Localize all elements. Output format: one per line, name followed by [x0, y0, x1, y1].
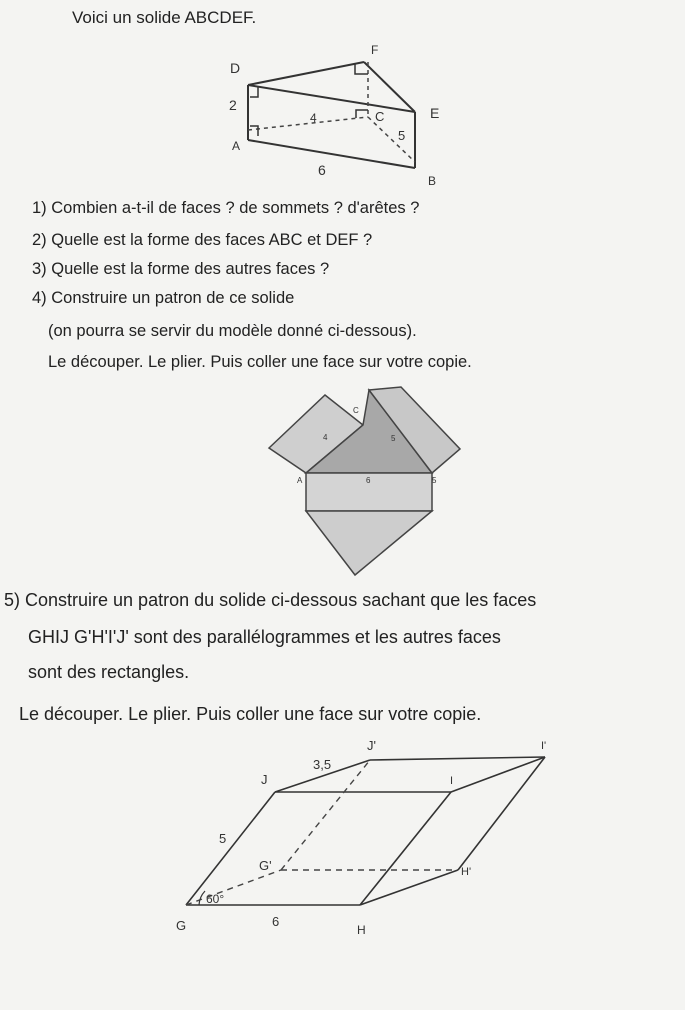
question-3: 3) Quelle est la forme des autres faces ? — [32, 260, 330, 278]
label-e: E — [430, 105, 440, 121]
dim-ad: 2 — [229, 97, 237, 113]
label-gp: G' — [259, 858, 272, 873]
label-hp: H' — [461, 866, 472, 878]
page-title: Voici un solide ABCDEF. — [72, 8, 257, 27]
net-label-4: 4 — [323, 433, 328, 442]
question-5-instruction: Le découper. Le plier. Puis coller une face sur votre copie. — [19, 704, 482, 724]
net-label-a: A — [297, 476, 303, 485]
net-label-6: 6 — [366, 476, 371, 485]
label-h: H — [357, 923, 366, 937]
question-4: 4) Construire un patron de ce solide — [32, 289, 295, 307]
question-2: 2) Quelle est la forme des faces ABC et DEF ? — [32, 231, 373, 249]
dim-ce: 5 — [398, 128, 406, 143]
question-5-line-2: GHIJ G'H'I'J' sont des parallélogrammes et les autres faces — [28, 627, 501, 647]
angle-arc — [199, 891, 205, 905]
question-5: 5) Construire un patron du solide ci-dessous sachant que les faces — [4, 590, 537, 610]
question-1: 1) Combien a-t-il de faces ? de sommets ? d'arêtes ? — [32, 199, 420, 217]
net-label-5-top: 5 — [391, 434, 396, 443]
net-label-c: C — [353, 406, 359, 415]
question-5-line-3: sont des rectangles. — [28, 662, 190, 682]
label-b: B — [428, 174, 437, 188]
label-f: F — [371, 43, 379, 57]
edge-jpip — [370, 757, 545, 760]
dim-gj: 5 — [219, 831, 227, 846]
dim-ab: 6 — [318, 162, 326, 178]
question-4-instruction: Le découper. Le plier. Puis coller une face sur votre copie. — [48, 353, 472, 371]
dim-ac: 4 — [310, 111, 317, 125]
angle-value: 60° — [206, 892, 225, 906]
label-c: C — [375, 109, 385, 124]
dim-jjp: 3,5 — [313, 757, 332, 772]
label-a: A — [232, 139, 241, 153]
label-jp: J' — [367, 738, 376, 753]
label-d: D — [230, 60, 241, 76]
label-g: G — [176, 918, 187, 933]
label-i: I — [450, 775, 454, 787]
dim-gh: 6 — [272, 914, 280, 929]
label-j: J — [261, 772, 268, 787]
label-ip: I' — [541, 740, 547, 752]
question-4-hint: (on pourra se servir du modèle donné ci-dessous). — [48, 322, 417, 340]
net-label-5-right: 5 — [432, 476, 437, 485]
hidden-edge-gpjp — [281, 760, 370, 870]
